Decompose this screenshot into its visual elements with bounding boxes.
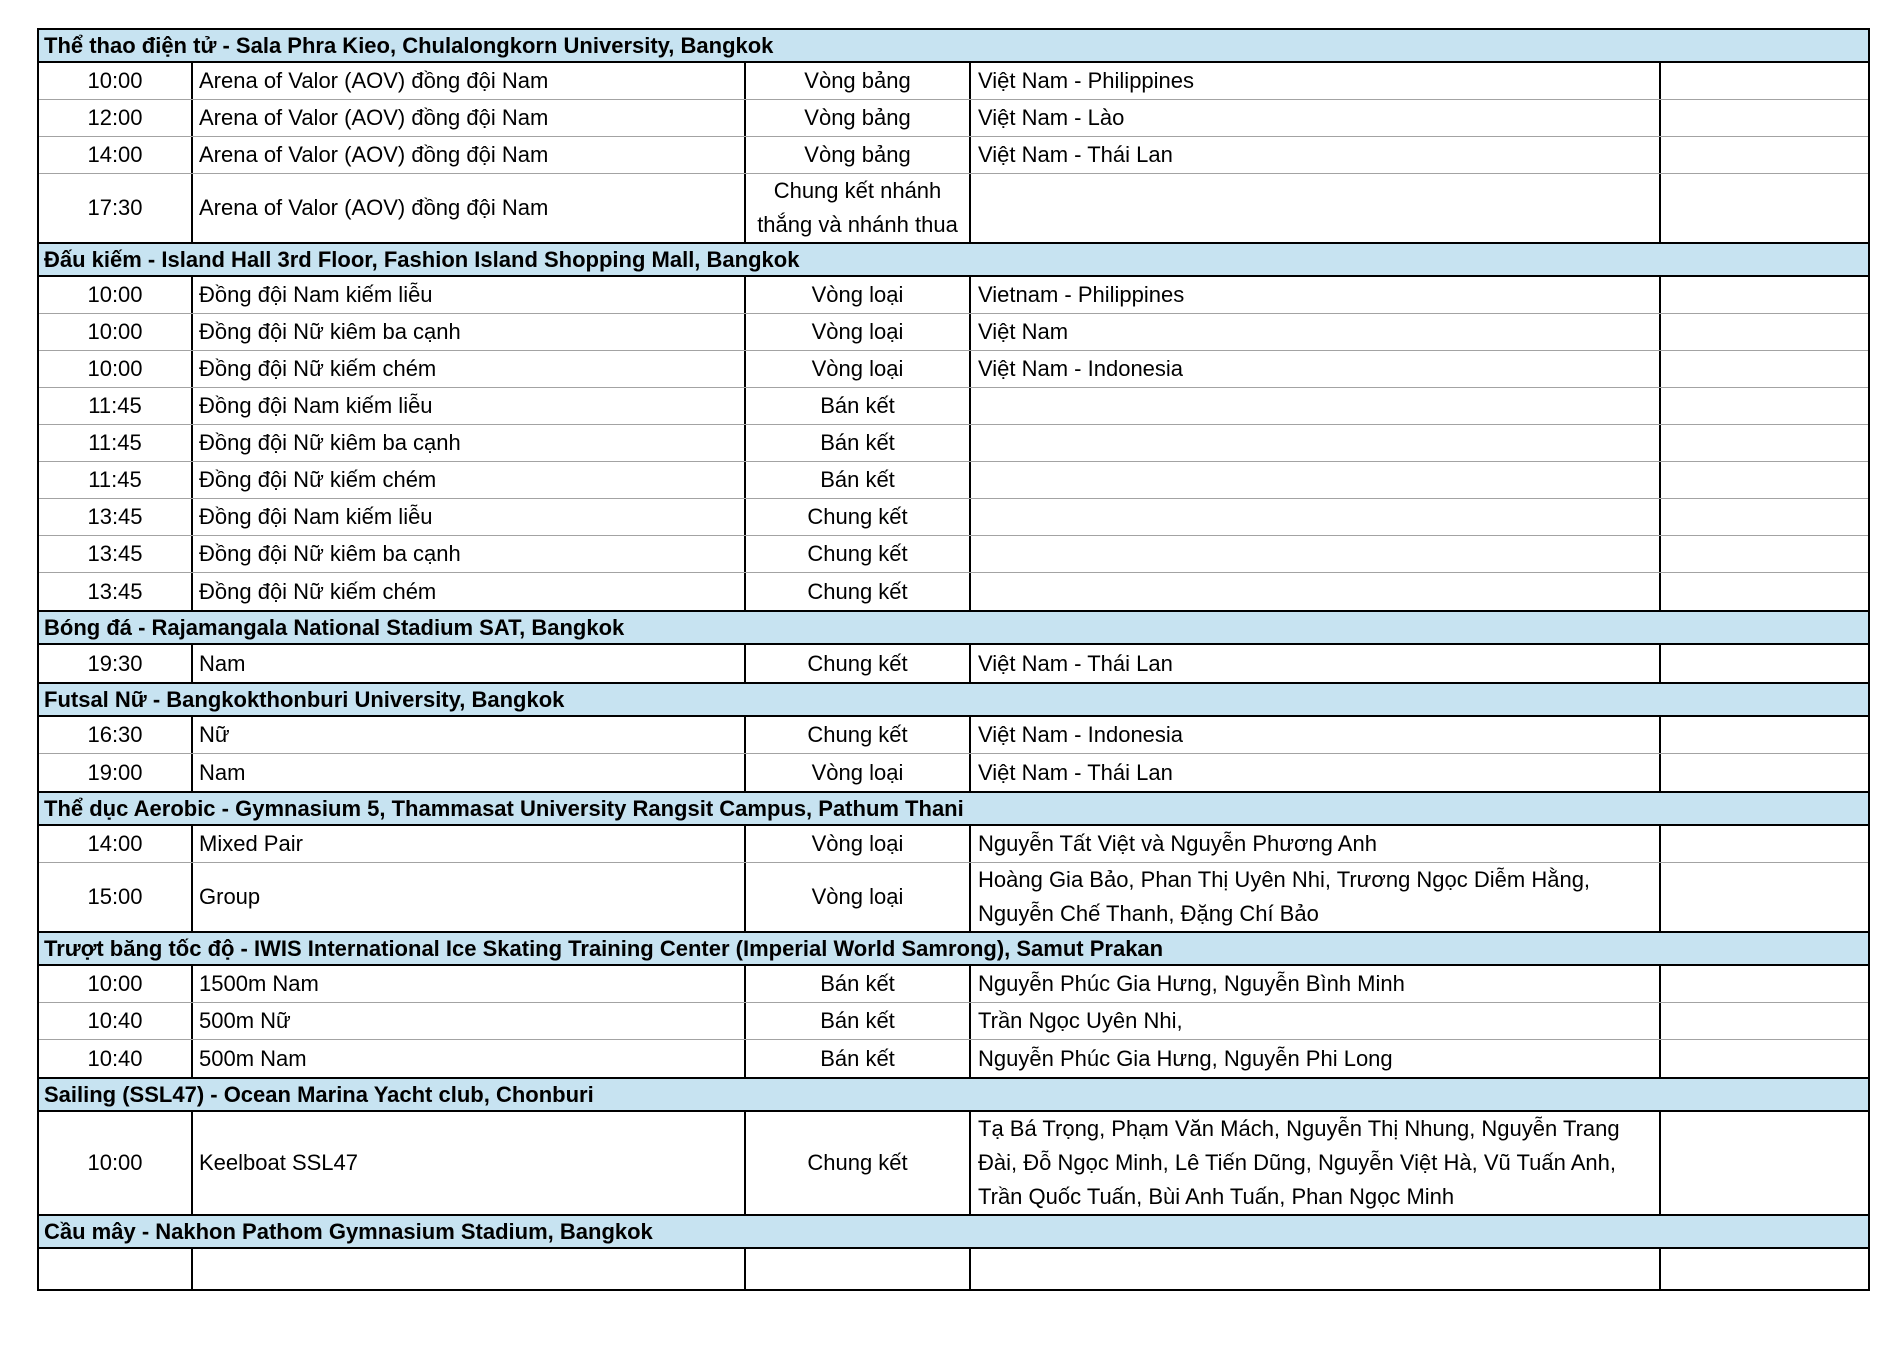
cell-participants [969, 462, 1659, 498]
cell-time-text: 14:00 [87, 831, 143, 856]
cell-time-text: 17:30 [87, 195, 143, 220]
cell-participants-text: Việt Nam - Thái Lan [978, 759, 1173, 785]
cell-participants [969, 573, 1659, 610]
cell-time [39, 717, 191, 753]
schedule-row [39, 573, 1868, 610]
cell-event-text: Nam [199, 759, 246, 785]
cell-notes [1659, 63, 1868, 99]
cell-event [191, 863, 744, 931]
cell-round [744, 863, 969, 931]
cell-time [39, 63, 191, 99]
cell-participants-text: Việt Nam - Thái Lan [978, 142, 1173, 167]
cell-event [191, 1249, 744, 1289]
cell-time-text: 13:45 [87, 504, 143, 529]
cell-participants-text: Vietnam - Philippines [978, 282, 1185, 307]
cell-time [39, 1249, 191, 1289]
cell-round [744, 314, 969, 350]
cell-time [39, 966, 191, 1002]
cell-round-text: Vòng loại [811, 356, 904, 381]
cell-participants [969, 174, 1659, 242]
section-header: Bóng đá - Rajamangala National Stadium SAT, Bangkok [39, 610, 1868, 645]
cell-event-text: Group [199, 884, 261, 909]
cell-participants [969, 499, 1659, 535]
schedule-row [39, 100, 1868, 137]
cell-notes [1659, 826, 1868, 862]
cell-participants-text: Nguyễn Phúc Gia Hưng, Nguyễn Phi Long [978, 1045, 1393, 1071]
schedule-row [39, 1040, 1868, 1077]
cell-event-text: Đồng đội Nữ kiêm ba cạnh [199, 430, 461, 455]
schedule-row [39, 536, 1868, 573]
schedule-table [37, 28, 1870, 1291]
cell-event [191, 351, 744, 387]
schedule-row [39, 351, 1868, 388]
cell-event-text: Arena of Valor (AOV) đồng đội Nam [199, 68, 549, 93]
cell-participants [969, 351, 1659, 387]
cell-round [744, 1249, 969, 1289]
schedule-row [39, 754, 1868, 791]
cell-round [744, 100, 969, 136]
cell-notes [1659, 100, 1868, 136]
cell-round-text: Bán kết [820, 1008, 895, 1033]
cell-event [191, 314, 744, 350]
schedule-row [39, 314, 1868, 351]
cell-time [39, 536, 191, 572]
cell-participants [969, 863, 1659, 931]
cell-event-text: Đồng đội Nữ kiếm chém [199, 578, 437, 604]
cell-time [39, 1003, 191, 1039]
cell-notes [1659, 754, 1868, 791]
cell-participants [969, 1249, 1659, 1289]
cell-time [39, 351, 191, 387]
cell-time-text: 10:00 [87, 356, 143, 381]
schedule-row [39, 63, 1868, 100]
cell-notes [1659, 863, 1868, 931]
cell-participants [969, 536, 1659, 572]
cell-round [744, 573, 969, 610]
cell-event-text: Nữ [199, 722, 230, 747]
cell-participants [969, 754, 1659, 791]
cell-event-text: Keelboat SSL47 [199, 1150, 359, 1175]
cell-time [39, 645, 191, 682]
cell-notes [1659, 314, 1868, 350]
cell-round-text: Vòng loại [811, 282, 904, 307]
cell-time [39, 277, 191, 313]
cell-event [191, 1003, 744, 1039]
cell-participants-text: Nguyễn Tất Việt và Nguyễn Phương Anh [978, 831, 1377, 856]
cell-participants-text: Việt Nam - Philippines [978, 68, 1195, 93]
cell-round [744, 536, 969, 572]
cell-event [191, 499, 744, 535]
cell-participants-text: Nguyễn Phúc Gia Hưng, Nguyễn Bình Minh [978, 971, 1405, 996]
section-header: Thể thao điện tử - Sala Phra Kieo, Chulalongkorn University, Bangkok [39, 30, 1868, 63]
cell-round [744, 351, 969, 387]
cell-time-text: 19:00 [87, 759, 143, 785]
cell-time [39, 314, 191, 350]
cell-event-text: 1500m Nam [199, 971, 319, 996]
cell-time-text: 14:00 [87, 142, 143, 167]
cell-event-text: Arena of Valor (AOV) đồng đội Nam [199, 105, 549, 130]
cell-participants [969, 1112, 1659, 1214]
cell-notes [1659, 1249, 1868, 1289]
cell-round-text: Chung kết [807, 504, 908, 529]
cell-round [744, 425, 969, 461]
cell-participants [969, 645, 1659, 682]
cell-event-text: Đồng đội Nam kiếm liễu [199, 504, 433, 529]
section-header: Thể dục Aerobic - Gymnasium 5, Thammasat University Rangsit Campus, Pathum Thani [39, 791, 1868, 826]
schedule-row [39, 499, 1868, 536]
cell-round [744, 277, 969, 313]
cell-event [191, 174, 744, 242]
schedule-section [39, 610, 1868, 682]
cell-round [744, 826, 969, 862]
cell-time-text: 10:40 [87, 1045, 143, 1071]
cell-round-text: Bán kết [820, 1045, 895, 1071]
cell-round [744, 499, 969, 535]
cell-participants [969, 1003, 1659, 1039]
cell-time-text: 10:00 [87, 319, 143, 344]
cell-round [744, 388, 969, 424]
cell-event [191, 645, 744, 682]
cell-time [39, 573, 191, 610]
schedule-row [39, 462, 1868, 499]
cell-participants-text: Trần Ngọc Uyên Nhi, [978, 1008, 1183, 1033]
cell-round-text: Bán kết [820, 393, 895, 418]
cell-participants [969, 314, 1659, 350]
cell-round-text: Chung kết [807, 650, 908, 676]
cell-round [744, 174, 969, 242]
schedule-section [39, 1077, 1868, 1214]
schedule-section [39, 1214, 1868, 1289]
cell-round-text: Vòng loại [811, 831, 904, 856]
cell-round [744, 754, 969, 791]
cell-event-text: Nam [199, 650, 246, 676]
cell-time-text: 11:45 [88, 393, 142, 418]
cell-time-text: 19:30 [87, 650, 143, 676]
cell-participants [969, 277, 1659, 313]
cell-time-text: 12:00 [87, 105, 143, 130]
cell-event-text: Đồng đội Nam kiếm liễu [199, 282, 433, 307]
cell-round-text: Chung kết [807, 578, 908, 604]
cell-event-text: Đồng đội Nữ kiêm ba cạnh [199, 541, 461, 566]
schedule-section [39, 682, 1868, 791]
cell-round-text: Vòng loại [811, 759, 904, 785]
cell-notes [1659, 645, 1868, 682]
cell-notes [1659, 137, 1868, 173]
cell-time [39, 100, 191, 136]
cell-event-text: Đồng đội Nữ kiếm chém [199, 356, 437, 381]
cell-event [191, 100, 744, 136]
schedule-row [39, 137, 1868, 174]
cell-time [39, 826, 191, 862]
cell-participants-text: Việt Nam - Thái Lan [978, 650, 1173, 676]
cell-time [39, 137, 191, 173]
schedule-row [39, 826, 1868, 863]
cell-time [39, 462, 191, 498]
cell-notes [1659, 717, 1868, 753]
cell-round-text: Bán kết [820, 430, 895, 455]
cell-round [744, 1112, 969, 1214]
cell-event-text: Đồng đội Nam kiếm liễu [199, 393, 433, 418]
schedule-section [39, 931, 1868, 1077]
cell-participants-text: Tạ Bá Trọng, Phạm Văn Mách, Nguyễn Thị Nhung, Nguyễn Trang Đài, Đỗ Ngọc Minh, Lê Tiến Dũng, Nguyễn Việt Hà, Vũ Tuấn Anh, Trần Quốc Tuấn, Bùi Anh Tuấn, Phan Ngọc Minh [978, 1116, 1620, 1209]
cell-participants [969, 826, 1659, 862]
schedule-section [39, 791, 1868, 931]
section-header: Đấu kiếm - Island Hall 3rd Floor, Fashion Island Shopping Mall, Bangkok [39, 242, 1868, 277]
cell-time-text: 16:30 [87, 722, 143, 747]
cell-round [744, 1003, 969, 1039]
cell-time [39, 754, 191, 791]
cell-participants [969, 717, 1659, 753]
cell-round-text: Chung kết [807, 722, 908, 747]
cell-round [744, 1040, 969, 1077]
schedule-section [39, 30, 1868, 242]
cell-time [39, 1112, 191, 1214]
cell-notes [1659, 425, 1868, 461]
cell-event [191, 754, 744, 791]
cell-time-text: 15:00 [87, 884, 143, 909]
cell-round [744, 63, 969, 99]
cell-notes [1659, 499, 1868, 535]
cell-round-text: Bán kết [820, 467, 895, 492]
cell-event [191, 462, 744, 498]
cell-event-text: Mixed Pair [199, 831, 303, 856]
cell-round [744, 645, 969, 682]
cell-participants [969, 425, 1659, 461]
cell-time [39, 425, 191, 461]
cell-event [191, 137, 744, 173]
cell-participants-text: Việt Nam [978, 319, 1069, 344]
schedule-row-empty [39, 1249, 1868, 1289]
cell-round-text: Vòng loại [811, 319, 904, 344]
cell-participants [969, 388, 1659, 424]
section-header: Futsal Nữ - Bangkokthonburi University, Bangkok [39, 682, 1868, 717]
cell-round [744, 462, 969, 498]
cell-notes [1659, 1112, 1868, 1214]
schedule-row [39, 1112, 1868, 1214]
cell-round-text: Chung kết [807, 541, 908, 566]
section-header: Cầu mây - Nakhon Pathom Gymnasium Stadium, Bangkok [39, 1214, 1868, 1249]
cell-time-text: 10:00 [87, 971, 143, 996]
cell-time-text: 10:00 [87, 282, 143, 307]
cell-round-text: Vòng bảng [804, 105, 911, 130]
cell-time [39, 1040, 191, 1077]
cell-event-text: Arena of Valor (AOV) đồng đội Nam [199, 142, 549, 167]
cell-notes [1659, 573, 1868, 610]
schedule-row [39, 863, 1868, 931]
cell-event [191, 1040, 744, 1077]
cell-notes [1659, 277, 1868, 313]
cell-time [39, 863, 191, 931]
cell-time [39, 174, 191, 242]
cell-time-text: 13:45 [87, 578, 143, 604]
cell-participants [969, 966, 1659, 1002]
cell-time [39, 388, 191, 424]
cell-round [744, 137, 969, 173]
schedule-row [39, 388, 1868, 425]
cell-round [744, 966, 969, 1002]
cell-notes [1659, 351, 1868, 387]
cell-event-text: Arena of Valor (AOV) đồng đội Nam [199, 195, 549, 220]
cell-notes [1659, 1040, 1868, 1077]
cell-event [191, 573, 744, 610]
cell-round-text: Chung kết nhánh thắng và nhánh thua [757, 178, 958, 237]
cell-round [744, 717, 969, 753]
cell-participants-text: Việt Nam - Indonesia [978, 722, 1184, 747]
cell-notes [1659, 174, 1868, 242]
schedule-section [39, 242, 1868, 610]
cell-notes [1659, 462, 1868, 498]
schedule-row [39, 1003, 1868, 1040]
cell-event [191, 826, 744, 862]
schedule-row [39, 645, 1868, 682]
section-header: Sailing (SSL47) - Ocean Marina Yacht club, Chonburi [39, 1077, 1868, 1112]
cell-event [191, 536, 744, 572]
cell-round-text: Vòng bảng [804, 68, 911, 93]
cell-event [191, 277, 744, 313]
cell-round-text: Vòng bảng [804, 142, 911, 167]
cell-event [191, 717, 744, 753]
cell-event-text: 500m Nữ [199, 1008, 291, 1033]
cell-participants-text: Việt Nam - Indonesia [978, 356, 1184, 381]
cell-participants-text: Hoàng Gia Bảo, Phan Thị Uyên Nhi, Trương Ngọc Diễm Hằng, Nguyễn Chế Thanh, Đặng Chí Bảo [978, 867, 1591, 926]
cell-event [191, 425, 744, 461]
cell-event-text: Đồng đội Nữ kiếm chém [199, 467, 437, 492]
schedule-row [39, 425, 1868, 462]
cell-event-text: 500m Nam [199, 1045, 307, 1071]
cell-event [191, 1112, 744, 1214]
cell-notes [1659, 536, 1868, 572]
cell-event-text: Đồng đội Nữ kiêm ba cạnh [199, 319, 461, 344]
cell-participants [969, 137, 1659, 173]
cell-event [191, 388, 744, 424]
section-header: Trượt băng tốc độ - IWIS International Ice Skating Training Center (Imperial World Samrong), Samut Prakan [39, 931, 1868, 966]
cell-round-text: Chung kết [807, 1150, 908, 1175]
cell-participants-text: Việt Nam - Lào [978, 105, 1125, 130]
cell-participants [969, 1040, 1659, 1077]
cell-notes [1659, 1003, 1868, 1039]
cell-time-text: 11:45 [88, 467, 142, 492]
cell-event [191, 966, 744, 1002]
cell-participants [969, 63, 1659, 99]
schedule-row [39, 277, 1868, 314]
cell-time-text: 11:45 [88, 430, 142, 455]
cell-time [39, 499, 191, 535]
cell-time-text: 13:45 [87, 541, 143, 566]
cell-notes [1659, 966, 1868, 1002]
cell-time-text: 10:40 [87, 1008, 143, 1033]
cell-event [191, 63, 744, 99]
cell-time-text: 10:00 [87, 1150, 143, 1175]
cell-participants [969, 100, 1659, 136]
schedule-row [39, 174, 1868, 242]
schedule-row [39, 717, 1868, 754]
schedule-row [39, 966, 1868, 1003]
cell-round-text: Bán kết [820, 971, 895, 996]
cell-notes [1659, 388, 1868, 424]
cell-time-text: 10:00 [87, 68, 143, 93]
cell-round-text: Vòng loại [811, 884, 904, 909]
